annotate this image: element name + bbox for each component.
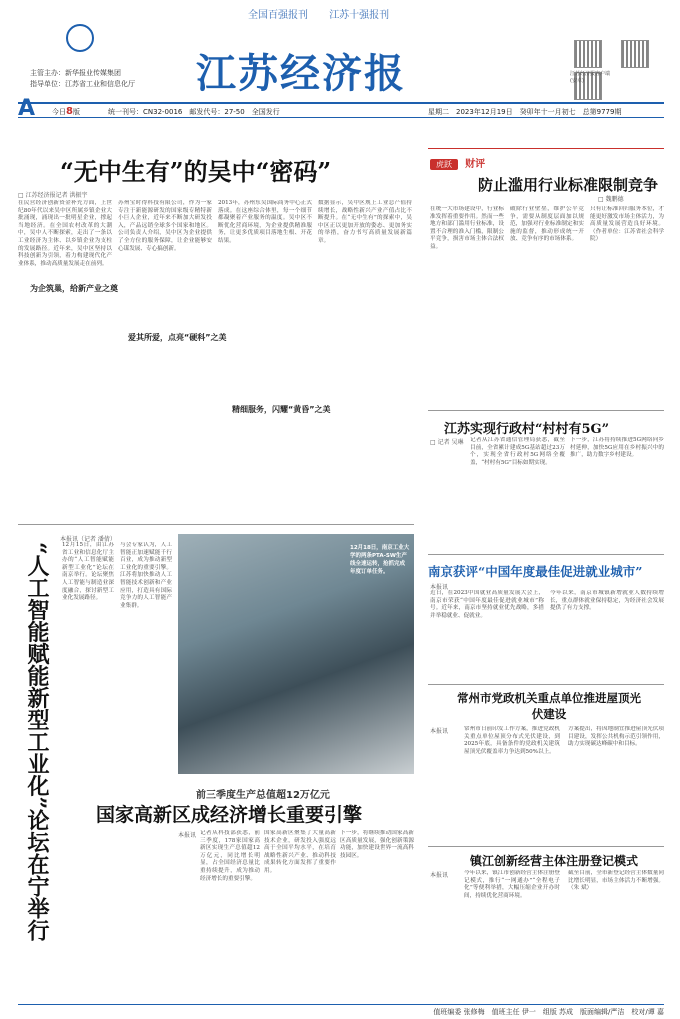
divider [428,684,664,685]
lead-byline: □ 江苏经济报记者 洪振宇 [18,192,88,199]
divider [18,524,414,525]
editorial-byline: □ 魏鹏德 [598,196,624,203]
brief-4-byline: 本报讯 [430,872,449,879]
qr-caption-1: 江苏经济报客户端(安卓) [570,71,611,84]
news-photo [178,534,414,774]
brief-1-column-2: 下一步，江苏将持续推进5G网络向乡村延伸，加快5G应用在乡村振兴中的推广，助力数字乡村建设。 [570,437,664,459]
honor-1: 全国百强报刊 [248,10,308,21]
footer-credits: 值班编委 张修梅 值班主任 伊一 组版 苏成 版面编辑/严洁 校对/谭 嘉 [18,1004,664,1017]
brief-2-column-2: 今年以来，南京市城镇新增就业人数持续增长，重点群体就业保持稳定，为经济社会发展提供了有力支撑。 [550,590,664,612]
honor-2: 江苏十强报刊 [329,10,390,21]
group-logo-icon [66,24,94,52]
forum-column-1: 12月15日，由江苏省工业和信息化厅主办的“人工智能赋能新型工业化”论坛在南京举行。论坛聚焦人工智能与制造业深度融合，探讨新型工业化发展路径。 [62,542,114,602]
main-column-3: 下一步，将继续推动国家高新区高质量发展，强化创新策源功能，加快建设世界一流高科技园区。 [340,830,414,859]
main-column-1: 记者从科技部获悉，前三季度，178家国家高新区实现生产总值超12万亿元，同比增长明显，占全国经济总量比重持续提升，成为推动经济增长的重要引擎。 [200,830,260,882]
masthead [0,0,680,96]
brief-1-headline: 江苏实现行政村“村村有5G” [444,422,610,437]
page-count: 今日8版 [52,106,80,117]
newspaper-title: 江苏经济报 [196,50,406,97]
host-line-2: 指导单位：江苏省工业和信息化厅 [30,80,135,88]
brief-2-column-1: 近日，在2023中国就业高质量发展大会上，南京市荣获“中国年度最佳促进就业城市”称号。近年来，南京市坚持就业优先战略，多措并举稳就业、促就业。 [430,590,544,619]
issue-date: 星期二 2023年12月19日 癸卯年十一月初七 总第9779期 [428,108,622,116]
editorial-column-3: 只有让标准回归服务本位，才能更好激发市场主体活力，为高质量发展营造良好环境。（作者单位：江苏省社会科学院） [590,206,664,243]
brief-4-column-1: 今年以来，镇江市创新经营主体注册登记模式，推行“一网通办”“全程电子化”等便利举措，大幅压缩企业开办时间，持续优化营商环境。 [464,870,560,899]
brief-3-column-1: 常州市日前印发工作方案，推进党政机关重点单位屋顶分布式光伏建设，到2025年底，具备条件的党政机关建筑屋顶光伏覆盖率力争达到50%以上。 [464,726,560,755]
brief-3-headline: 常州市党政机关重点单位推进屋顶光伏建设 [457,691,641,721]
brief-3-column-2: 方案提出，将因地制宜推进屋顶光伏项目建设，发挥公共机构示范引领作用，助力实现碳达峰碳中和目标。 [568,726,664,748]
lead-subhead-1: 为企筑巢，给新产业之奠 [30,284,118,293]
lead-subhead-2: 爱其所爱，点亮“硬科”之美 [128,333,227,342]
lead-column-1: 在民营经济创新资金补充方面，上世纪80年代以来吴中区所属乡镇企业大批涌现，涌现出一批明星企业，撑起当地经济。在全国农村改革的大潮中，吴中人不断探索，走出了一条以工业经济为主体、以乡镇企业为支柱的发展路径。近年来，吴中区坚持以科技创新为引领，着力构建现代化产业体系，推动高质量发展走在前列。 [18,200,112,267]
host-info [30,68,135,90]
lead-headline: “无中生有”的吴中“密码” [60,157,332,186]
main-column-2: 国家高新区聚集了大量高新技术企业，研发投入强度远高于全国平均水平，在培育战略性新兴产业、推动科技成果转化方面发挥了重要作用。 [264,830,336,874]
brief-1-byline: □ 记者 吴琳 [430,439,464,446]
qr-code-icon[interactable] [621,40,649,68]
forum-byline: 本报讯（记者 潘倩） [60,536,116,543]
lead-subhead-3: 精细服务，闪耀“黄昏”之美 [232,405,331,414]
honors [248,6,407,21]
brief-4-headline: 镇江创新经营主体注册登记模式 [470,854,639,868]
brief-4-column-2: 截至目前，全市新登记经营主体数量同比增长明显，市场主体活力不断增强。（朱 斌） [568,870,664,892]
divider [428,554,664,555]
forum-column-2: 与会专家认为，人工智能正加速赋能千行百业，成为推动新型工业化的重要引擎。江苏将加快推动人工智能技术创新和产业应用，打造具有国际竞争力的人工智能产业集群。 [120,542,172,609]
brief-3-byline: 本报讯 [430,728,449,735]
main-byline: 本报讯 [178,832,197,839]
photo-caption: 12月18日，南京工业大学的两条PTA-SW生产线全速运转，抢抓完成年度订单任务。 [350,545,410,575]
editorial-column-1: 在统一大市场建设中，行业标准发挥着重要作用。然而一些地方和部门滥用行业标准，设置不合理的准入门槛，限制公平竞争，损害市场主体合法权益。 [430,206,504,250]
brief-2-byline: 本报讯 [430,584,449,591]
lead-column-3: 2013年，苏州东吴国际商务中心正式落成。在这座综合体里，每一个细节都凝聚着产业服务的温度。吴中区不断优化营商环境，为企业提供精准服务，让更多优质项目落地生根、开花结果。 [218,200,312,244]
brief-2-headline: 南京获评“中国年度最佳促进就业城市” [428,564,643,579]
column-name: 财评 [465,159,486,170]
divider [428,410,664,411]
lead-column-2: 苏州宝时得科技有限公司，作为一家专注于新能源研发的国家级专精特新小巨人企业，近年来不断加大研发投入，产品远销全球多个国家和地区。公司负责人介绍，吴中区为企业提供了全方位的服务保障，让企业能够安心谋发展、专心搞创新。 [118,200,212,252]
qr-code-icon[interactable] [574,40,602,68]
main-headline: 国家高新区成经济增长重要引擎 [96,804,363,826]
issue-bar [18,96,664,121]
forum-headline: “人工智能赋能新型工业化”论坛在宁举行 [24,542,50,942]
column-tag [430,152,485,171]
editorial-headline: 防止滥用行业标准限制竞争 [478,176,659,194]
brief-1-column-1: 记者从江苏省通信管理局获悉，截至目前，全省累计建成5G基站超过23万个，实现全省行政村5G网络全覆盖，“村村有5G”目标如期实现。 [470,437,565,466]
editorial-column-2: 破除行业壁垒，维护公平竞争，需要从制度层面加以规范，加强对行业标准制定和实施的监督，推动形成统一开放、竞争有序的市场体系。 [510,206,584,243]
lead-column-4: 数据显示，吴中区规上工业总产值持续增长，战略性新兴产业产值占比不断提升。在“无中生有”的探索中，吴中区正以更加开放的姿态、更加务实的举措，奋力书写高质量发展新篇章。 [318,200,412,244]
column-tag-label: 虎跃 [430,159,458,170]
column-rule [428,148,664,149]
host-line-1: 主管主办：新华报业传媒集团 [30,69,121,77]
qr-codes [560,40,680,104]
main-kicker: 前三季度生产总值超12万亿元 [196,790,330,801]
divider [428,846,664,847]
serial-info: 统一刊号：CN32-0016 邮发代号：27-50 全国发行 [108,108,280,116]
section-letter: A [18,96,36,121]
